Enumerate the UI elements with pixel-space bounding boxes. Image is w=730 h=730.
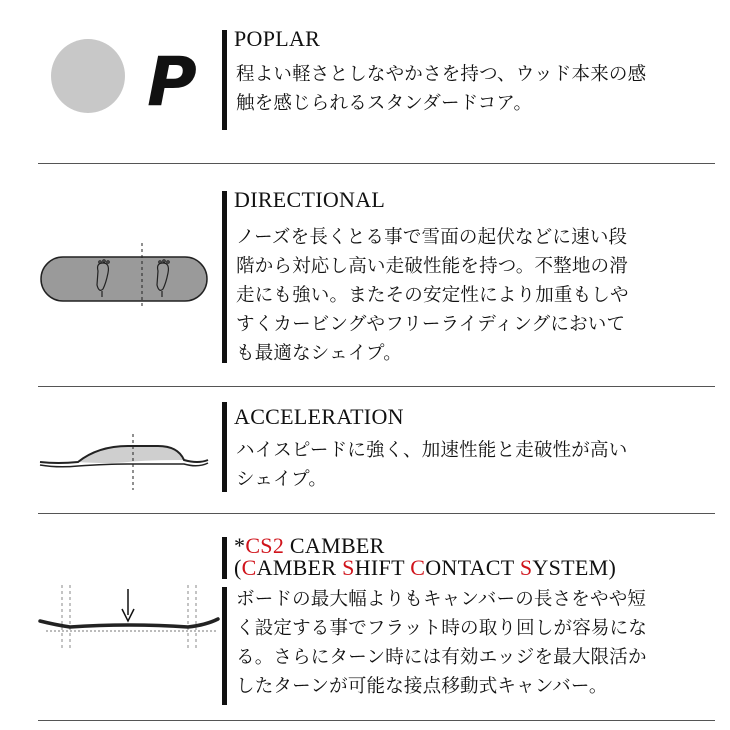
section-title: ACCELERATION bbox=[234, 404, 404, 429]
section-acceleration bbox=[0, 388, 730, 513]
section-subtitle: (CAMBER SHIFT CONTACT SYSTEM) bbox=[234, 555, 617, 580]
divider bbox=[38, 163, 715, 164]
section-body: ボードの最大幅よりもキャンバーの長さをやや短 く設定する事でフラット時の取り回しが容易にな る。さらにターン時には有効エッジを最大限活か したターンが可能な接点移動式キャンバー。 bbox=[236, 589, 648, 697]
poplar-letter-icon: P bbox=[147, 43, 197, 122]
title-bar bbox=[222, 537, 227, 579]
title-bar bbox=[222, 30, 227, 130]
section-title: POPLAR bbox=[234, 26, 321, 51]
section-body: 程よい軽さとしなやかさを持つ、ウッド本来の感 触を感じられるスタンダードコア。 bbox=[236, 64, 647, 114]
section-body: ハイスピードに強く、加速性能と走破性が高い シェイプ。 bbox=[236, 440, 628, 490]
divider bbox=[38, 720, 715, 721]
board-shape bbox=[41, 257, 207, 301]
acceleration-profile-icon bbox=[38, 434, 218, 504]
profile-fill bbox=[78, 446, 184, 463]
section-poplar bbox=[0, 0, 730, 160]
core-circle bbox=[51, 39, 125, 113]
title-bar bbox=[222, 191, 227, 363]
section-body: ノーズを長くとる事で雪面の起伏などに速い段 階から対応し高い走破性能を持つ。不整地の滑 走にも強い。またその安定性により加重もしや すくカービングやフリーライディングにおいて も最適なシェイプ。 bbox=[236, 227, 629, 364]
section-directional bbox=[0, 165, 730, 385]
camber-profile-icon bbox=[36, 585, 226, 685]
section-cs2-camber bbox=[0, 515, 730, 725]
section-title: *CS2 CAMBER bbox=[234, 533, 385, 558]
directional-board-icon bbox=[38, 241, 218, 311]
divider bbox=[38, 513, 715, 514]
section-title: DIRECTIONAL bbox=[234, 187, 386, 212]
title-bar bbox=[222, 402, 227, 492]
body-bar bbox=[222, 587, 227, 705]
divider bbox=[38, 386, 715, 387]
